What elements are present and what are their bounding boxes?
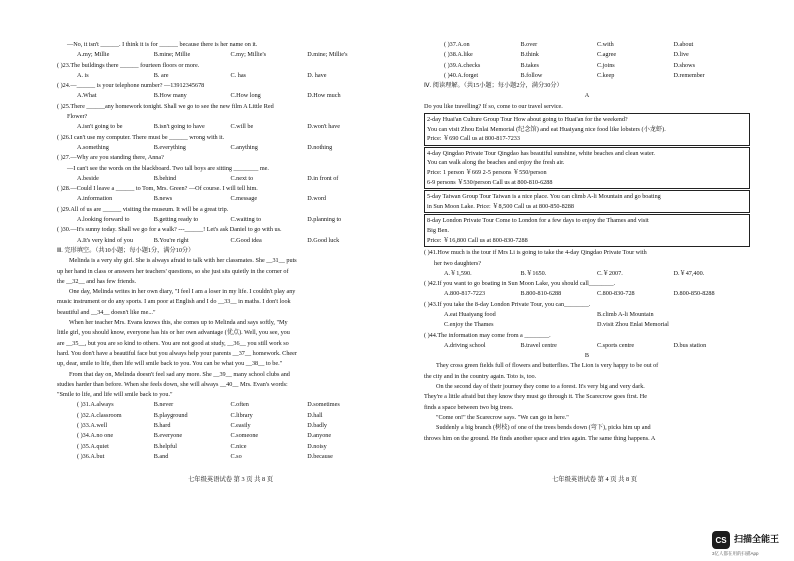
option-row	[57, 174, 384, 184]
tour-line: You can visit Zhou Enlai Memorial (纪念馆) and eat Huaiyang nice food like lobsters (小龙虾).	[427, 125, 666, 133]
option-cell: D.noisy	[307, 442, 327, 450]
option-cell: A.800-817-7223	[444, 290, 486, 298]
option-cell: B.behind	[153, 174, 177, 182]
tour-box	[424, 147, 750, 189]
option-cell: ( )37.A.on	[444, 41, 470, 48]
option-cell: D.word	[307, 195, 326, 203]
option-cell: D.bus station	[673, 341, 707, 349]
option-cell: C.waiting to	[230, 216, 262, 224]
text-line: the __32__ and has few friends.	[57, 277, 137, 285]
option-row	[424, 40, 750, 50]
text-line: Ⅲ. 完形填空。（共10小题；每小题1分，满分10分）	[57, 246, 195, 254]
option-row	[57, 50, 384, 60]
camscanner-logo-icon: CS	[712, 531, 730, 549]
option-cell: D.How much	[307, 92, 341, 100]
option-cell: A.beside	[77, 174, 99, 182]
option-cell: B.hard	[153, 421, 171, 429]
tour-line: in Sun Moon Lake. Price: ￥8,500 Call us at 800-850-8288	[427, 202, 574, 210]
option-cell: C. has	[230, 71, 246, 79]
option-cell: B.You're right	[153, 236, 189, 244]
option-row	[57, 442, 384, 452]
option-cell: B.everyone	[153, 432, 183, 440]
option-cell: D.badly	[307, 421, 328, 429]
text-line: ( )29.All of us are ______ visiting the museum. It will be a great trip.	[57, 205, 229, 213]
option-cell: A.information	[77, 195, 113, 203]
text-line: up, dear, smile to life, then life will smile back to you. You can be what you __38__ to be."	[57, 360, 283, 368]
tour-line: You can walk along the beaches and enjoy the fresh air.	[427, 159, 565, 167]
option-row	[424, 289, 750, 299]
option-row	[424, 50, 750, 60]
option-row	[57, 122, 384, 132]
text-line: ( )27.—Why are you standing there, Anna?	[57, 154, 164, 162]
option-cell: D.planning to	[307, 216, 342, 224]
option-cell: D.about	[673, 41, 694, 48]
text-line: "Smile to life, and life will smile back to you."	[57, 391, 173, 399]
option-cell: ( )32.A.classroom	[77, 411, 122, 419]
text-line: beautiful and __34__ doesn't like me..."	[57, 308, 156, 316]
option-cell: D.live	[673, 51, 689, 59]
option-row	[57, 91, 384, 101]
text-line: One day, Melinda writes in her own diary, "I feel I am a loser in my life. I couldn't play any	[69, 288, 296, 296]
option-row	[57, 411, 384, 421]
option-cell: C.with	[597, 41, 614, 48]
tour-line: 2-day Huai'an Culture Group Tour How about going to Huai'an for the weekend?	[427, 116, 628, 124]
page-footer-right: 七年级英语试卷 第 4 页 共 8 页	[552, 476, 638, 483]
option-row	[424, 320, 750, 330]
text-line: On the second day of their journey they come to a forest. It's very big and very dark.	[436, 383, 645, 391]
option-cell: B.800-810-6288	[520, 290, 562, 298]
option-cell: B.everything	[153, 143, 186, 151]
text-line: They cross green fields full of flowers and butterflies. The Lion is very happy to be out of	[436, 362, 659, 370]
text-line: Do you like travelling? If so, come to our travel service.	[424, 102, 563, 110]
option-cell: C.nice	[230, 442, 247, 450]
option-cell: B.playground	[153, 411, 188, 419]
option-cell: C.keep	[597, 71, 615, 79]
option-cell: B.follow	[520, 71, 543, 79]
option-cell: ( )38.A.like	[444, 51, 473, 59]
text-line: A	[584, 92, 590, 100]
tour-line: 5-day Taiwan Group Tour Taiwan is a nice place. You can climb A-li Mountain and go boating	[427, 193, 661, 201]
option-cell: D.Good luck	[307, 236, 340, 244]
option-row	[57, 194, 384, 204]
option-cell: C.How long	[230, 92, 261, 100]
option-cell: B.￥1650.	[520, 269, 547, 277]
option-cell: A. is	[77, 71, 89, 79]
tour-line: Big Ben.	[427, 227, 450, 235]
option-row	[424, 61, 750, 71]
text-line: From that day on, Melinda doesn't feel sad any more. She __39__ many school clubs and	[69, 370, 290, 378]
option-cell: C.next to	[230, 174, 254, 182]
left-column	[57, 40, 384, 462]
option-cell: D.800-850-8288	[673, 290, 715, 298]
option-cell: A.￥1,590.	[444, 269, 472, 277]
option-cell: D.remember	[673, 71, 705, 79]
option-cell: B.takes	[520, 61, 539, 69]
option-cell: B. are	[153, 71, 169, 79]
text-line: ( )44.The information may come from a ________.	[424, 331, 551, 339]
option-cell: A.driving school	[444, 341, 486, 349]
scanner-watermark	[712, 529, 794, 559]
watermark-tagline: 3亿人都在用的扫描App	[712, 551, 759, 556]
text-line: ( )43.If you take the 8-day London Private Tour, you can________.	[424, 300, 591, 308]
option-cell: B.helpful	[153, 442, 177, 450]
option-cell: C.often	[230, 401, 249, 409]
option-cell: ( )36.A.but	[77, 452, 105, 460]
option-cell: B.over	[520, 41, 538, 48]
option-cell: D. have	[307, 71, 327, 79]
option-cell: C.sports centre	[597, 341, 635, 349]
text-line: ( )42.If you want to go boating in Sun Moon Lake, you should call________.	[424, 280, 616, 288]
option-cell: D.in front of	[307, 174, 339, 182]
text-line: little girl, you should know, everyone has his or her own advantage (优点). Well, you see, you	[57, 329, 290, 337]
option-cell: B.travel centre	[520, 341, 557, 349]
option-cell: C.enjoy the Thames	[444, 321, 494, 329]
option-cell: ( )31.A.always	[77, 401, 114, 409]
text-line: —No, it isn't ______. I think it is for ______ because there is her name on it.	[67, 41, 258, 48]
text-line: When her teacher Mrs. Evans knows this, she comes up to Melinda and says softly, "My	[69, 319, 288, 327]
option-row	[57, 421, 384, 431]
option-row	[424, 269, 750, 279]
option-cell: D.sometimes	[307, 401, 340, 409]
tour-line: Price: ￥16,800 Call us at 800-830-7288	[427, 236, 528, 244]
option-cell: A.What	[77, 92, 97, 100]
option-cell: B.and	[153, 452, 169, 460]
text-line: Ⅳ. 阅读理解。（共15小题；每小题2分，满分30分）	[424, 82, 563, 90]
option-cell: C.someone	[230, 432, 259, 440]
option-cell: D.won't have	[307, 123, 340, 131]
text-line: Flower?	[67, 113, 88, 121]
option-row	[57, 215, 384, 225]
tour-box	[424, 214, 750, 247]
text-line: studies harder than before. When she feels down, she will always __40__ Mrs. Evan's words:	[57, 380, 288, 388]
text-line: ( )41.How much is the tour if Mrs Li is going to take the 4-day Qingdao Private Tour with	[424, 249, 647, 257]
option-cell: D.￥47,400.	[673, 269, 705, 277]
option-cell: C.anything	[230, 143, 258, 151]
text-line: music instrument or do any sports. I am poor at English and I do __33__ in maths. I don't look	[57, 298, 291, 306]
tour-line: 4-day Qingdao Private Tour Qingdao has beautiful sunshine, white beaches and clean water.	[427, 149, 655, 157]
option-row	[57, 143, 384, 153]
option-cell: C.easily	[230, 421, 251, 429]
option-cell: C.agree	[597, 51, 617, 59]
option-cell: ( )34.A.no one	[77, 432, 114, 440]
option-cell: D.hall	[307, 411, 323, 419]
text-line: up her hand in class or answers her teachers' questions, so she just sits quietly in the corner of	[57, 267, 289, 275]
option-cell: D.visit Zhou Enlai Memorial	[597, 321, 669, 329]
option-cell: D.shows	[673, 61, 695, 69]
option-row	[424, 341, 750, 351]
option-cell: D.mine; Millie's	[307, 51, 348, 59]
option-cell: C.800-830-728	[597, 290, 635, 298]
text-line: ( )30.—It's sunny today. Shall we go for a walk? ---______! Let's ask Daniel to go with us.	[57, 226, 282, 234]
text-line: throws him on the ground. He finds another space and tries again. The same thing happens. A	[424, 434, 656, 442]
option-cell: B.climb A-li Mountain	[597, 310, 654, 318]
option-cell: A.my; Millie	[77, 51, 110, 59]
option-row	[57, 71, 384, 81]
option-cell: B.getting ready to	[153, 216, 199, 224]
option-cell: ( )39.A.checks	[444, 61, 481, 69]
text-line: Suddenly a big branch (树枝) of one of the trees bends down (弯下), picks him up and	[436, 424, 651, 432]
text-line: ( )25.There ______any homework tonight. Shall we go to see the new film A Little Red	[57, 102, 274, 110]
tour-box	[424, 190, 750, 213]
text-line: ( )28.—Could I leave a ______ to Tom, Mrs. Green? —Of course. I will tell him.	[57, 185, 258, 193]
option-cell: B.never	[153, 401, 174, 409]
option-cell: ( )40.A.forget	[444, 71, 479, 79]
option-cell: C.so	[230, 452, 242, 460]
text-line: ( )23.The buildings there ______ fourteen floors or more.	[57, 61, 200, 69]
text-line: B	[584, 352, 590, 360]
tour-box	[424, 113, 750, 146]
option-cell: B.think	[520, 51, 539, 59]
option-cell: ( )35.A.quiet	[77, 442, 109, 450]
text-line: are __35__, but you are so kind to others. You are not good at study, __36__ you still work so	[57, 339, 289, 347]
page-footer-left: 七年级英语试卷 第 3 页 共 8 页	[188, 476, 274, 483]
option-cell: ( )33.A.well	[77, 421, 108, 429]
text-line: —I can't see the words on the blackboard. Two tall boys are sitting ________ me.	[67, 164, 269, 172]
tour-line: 6-9 persons ￥530/person Call us at 800-810-6288	[427, 178, 553, 186]
option-cell: D.anyone	[307, 432, 332, 440]
text-line: her two daughters?	[434, 259, 482, 267]
option-cell: B.isn't going to have	[153, 123, 205, 131]
text-line: ( )24.—______ is your telephone number? —13912345678	[57, 82, 205, 90]
tour-line: Price: 1 person ￥669 2-5 persons ￥550/person	[427, 169, 547, 177]
option-cell: A.looking forward to	[77, 216, 130, 224]
text-line: Melinda is a very shy girl. She is always afraid to talk with her classmates. She __31__ puts	[69, 257, 297, 265]
tour-line: 8-day London Private Tour Come to London for a few days to enjoy the Thames and visit	[427, 217, 649, 225]
right-column	[424, 40, 750, 444]
option-row	[57, 236, 384, 246]
option-row	[57, 431, 384, 441]
option-cell: C.message	[230, 195, 258, 203]
option-cell: B.How many	[153, 92, 187, 100]
option-cell: B.mine; Millie	[153, 51, 191, 59]
text-line: hard. You don't have a beautiful face but you always help your parents __37__ homework. Cheer	[57, 349, 297, 357]
option-row	[57, 452, 384, 462]
option-cell: C.my; Millie's	[230, 51, 266, 59]
option-cell: D.nothing	[307, 143, 333, 151]
option-cell: A.isn't going to be	[77, 123, 123, 131]
text-line: ( )26.I can't use my computer. There must be ______ wrong with it.	[57, 133, 225, 141]
option-row	[424, 71, 750, 81]
option-cell: B.news	[153, 195, 173, 203]
option-cell: D.because	[307, 452, 333, 460]
option-row	[57, 400, 384, 410]
text-line: They're a little afraid but they know they must go through it. The Scarecrow goes first. He	[424, 393, 648, 401]
option-cell: C.Good idea	[230, 236, 262, 244]
text-line: "Come on!" the Scarecrow says. "We can go in here."	[436, 413, 569, 421]
option-row	[424, 310, 750, 320]
option-cell: C.library	[230, 411, 253, 419]
text-line: the city and in the country again. Toto is, too.	[424, 372, 537, 380]
option-cell: C.joins	[597, 61, 615, 69]
option-cell: A.something	[77, 143, 109, 151]
option-cell: C.￥2007.	[597, 269, 623, 277]
option-cell: A.It's very kind of you	[77, 236, 133, 244]
option-cell: C.will be	[230, 123, 254, 131]
text-line: finds a space between two big trees.	[424, 403, 514, 411]
watermark-name: 扫描全能王	[734, 534, 780, 544]
option-cell: A.eat Huaiyang food	[444, 310, 496, 318]
tour-line: Price: ￥690 Call us at 800-817-7233	[427, 135, 520, 143]
